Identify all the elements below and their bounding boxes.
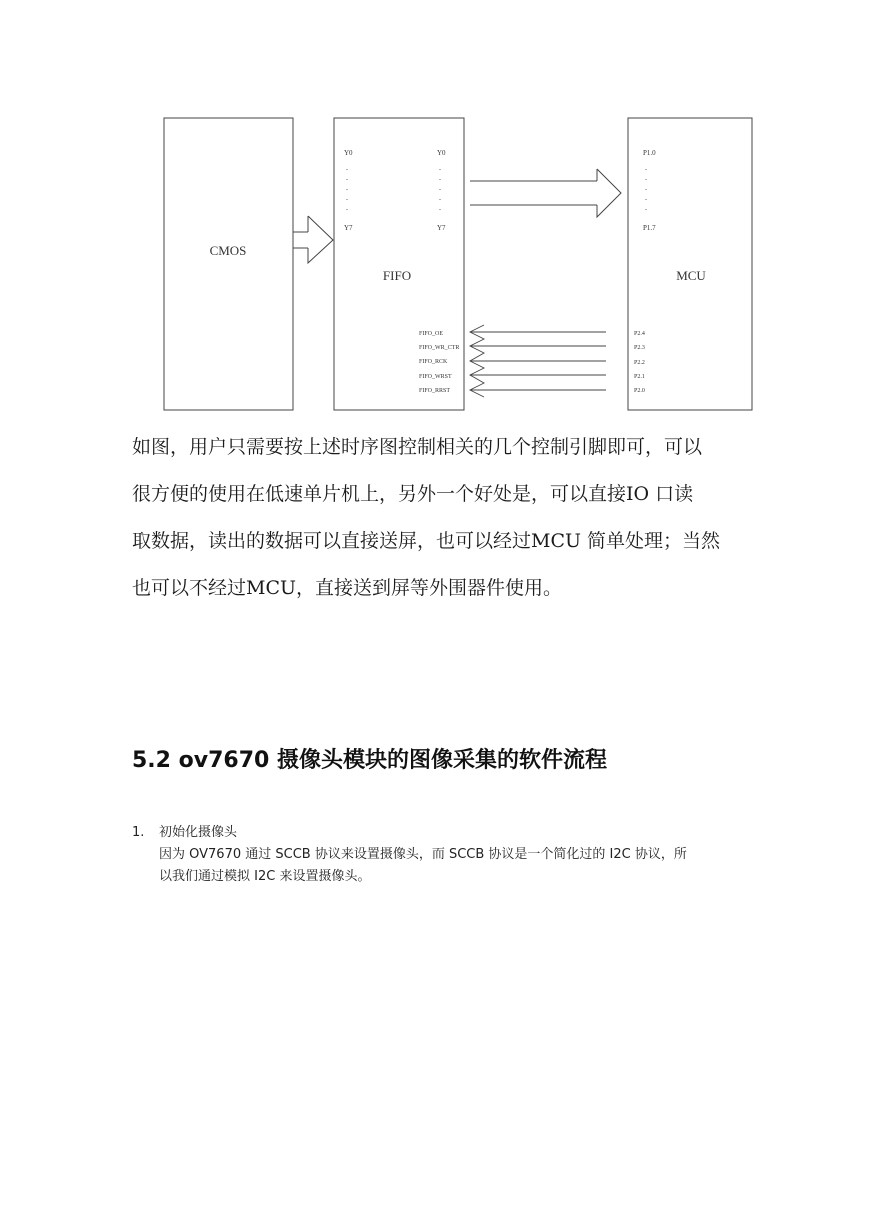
signal-fifo-wrst: FIFO_WRST	[419, 374, 452, 380]
signal-fifo-wr-ctr: FIFO_WR_CTR	[419, 345, 460, 351]
pin-p23: P2.3	[634, 345, 645, 351]
svg-text:.: .	[346, 193, 348, 202]
fifo-input-y7: Y7	[344, 224, 353, 232]
pin-p22: P2.2	[634, 360, 645, 366]
list-item-desc-line: 以我们通过模拟 I2C 来设置摄像头。	[159, 869, 371, 884]
svg-text:.: .	[645, 193, 647, 202]
signal-fifo-rck: FIFO_RCK	[419, 359, 448, 365]
svg-text:.: .	[346, 163, 348, 172]
pin-p21: P2.1	[634, 374, 645, 380]
signal-fifo-rrst: FIFO_RRST	[419, 388, 451, 394]
svg-text:.: .	[439, 183, 441, 192]
fifo-to-mcu-arrow	[470, 169, 621, 217]
svg-text:.: .	[645, 183, 647, 192]
svg-text:.: .	[439, 163, 441, 172]
control-lines	[470, 325, 606, 397]
numbered-list	[132, 822, 752, 888]
svg-text:.: .	[346, 203, 348, 212]
fifo-input-ellipsis	[346, 163, 348, 212]
svg-text:.: .	[439, 203, 441, 212]
list-item-desc-line: 因为 OV7670 通过 SCCB 协议来设置摄像头，而 SCCB 协议是一个简化过的 I2C 协议，所	[159, 847, 687, 862]
list-number: 1.	[132, 825, 145, 840]
block-diagram	[0, 0, 869, 420]
cmos-label: CMOS	[209, 243, 247, 258]
mcu-port-p10: P1.0	[643, 149, 656, 157]
svg-text:.: .	[645, 203, 647, 212]
signal-fifo-oe: FIFO_OE	[419, 331, 444, 337]
svg-text:.: .	[346, 183, 348, 192]
fifo-input-y0: Y0	[344, 149, 353, 157]
body-paragraph	[132, 424, 752, 612]
fifo-output-ellipsis	[439, 163, 441, 212]
svg-text:.: .	[346, 173, 348, 182]
cmos-to-fifo-arrow	[293, 216, 333, 263]
mcu-port-p17: P1.7	[643, 224, 656, 232]
section-heading: 5.2 ov7670 摄像头模块的图像采集的软件流程	[132, 748, 607, 773]
svg-text:.: .	[439, 173, 441, 182]
pin-p24: P2.4	[634, 331, 645, 337]
svg-text:.: .	[645, 173, 647, 182]
list-item	[159, 822, 752, 888]
list-item-title: 初始化摄像头	[159, 825, 238, 840]
fifo-block	[334, 118, 464, 410]
mcu-block	[628, 118, 752, 410]
mcu-port-ellipsis	[645, 163, 647, 212]
fifo-output-y0: Y0	[437, 149, 446, 157]
pin-p20: P2.0	[634, 388, 645, 394]
paragraph-line: 如图，用户只需要按上述时序图控制相关的几个控制引脚即可，可以	[132, 436, 703, 458]
paragraph-line: 也可以不经过MCU，直接送到屏等外围器件使用。	[132, 577, 563, 599]
fifo-output-y7: Y7	[437, 224, 446, 232]
fifo-label: FIFO	[382, 268, 412, 283]
paragraph-line: 取数据，读出的数据可以直接送屏，也可以经过MCU 简单处理；当然	[132, 530, 721, 552]
mcu-label: MCU	[676, 268, 706, 283]
cmos-block	[164, 118, 293, 410]
svg-text:.: .	[645, 163, 647, 172]
paragraph-line: 很方便的使用在低速单片机上，另外一个好处是，可以直接IO 口读	[132, 483, 694, 505]
svg-text:.: .	[439, 193, 441, 202]
